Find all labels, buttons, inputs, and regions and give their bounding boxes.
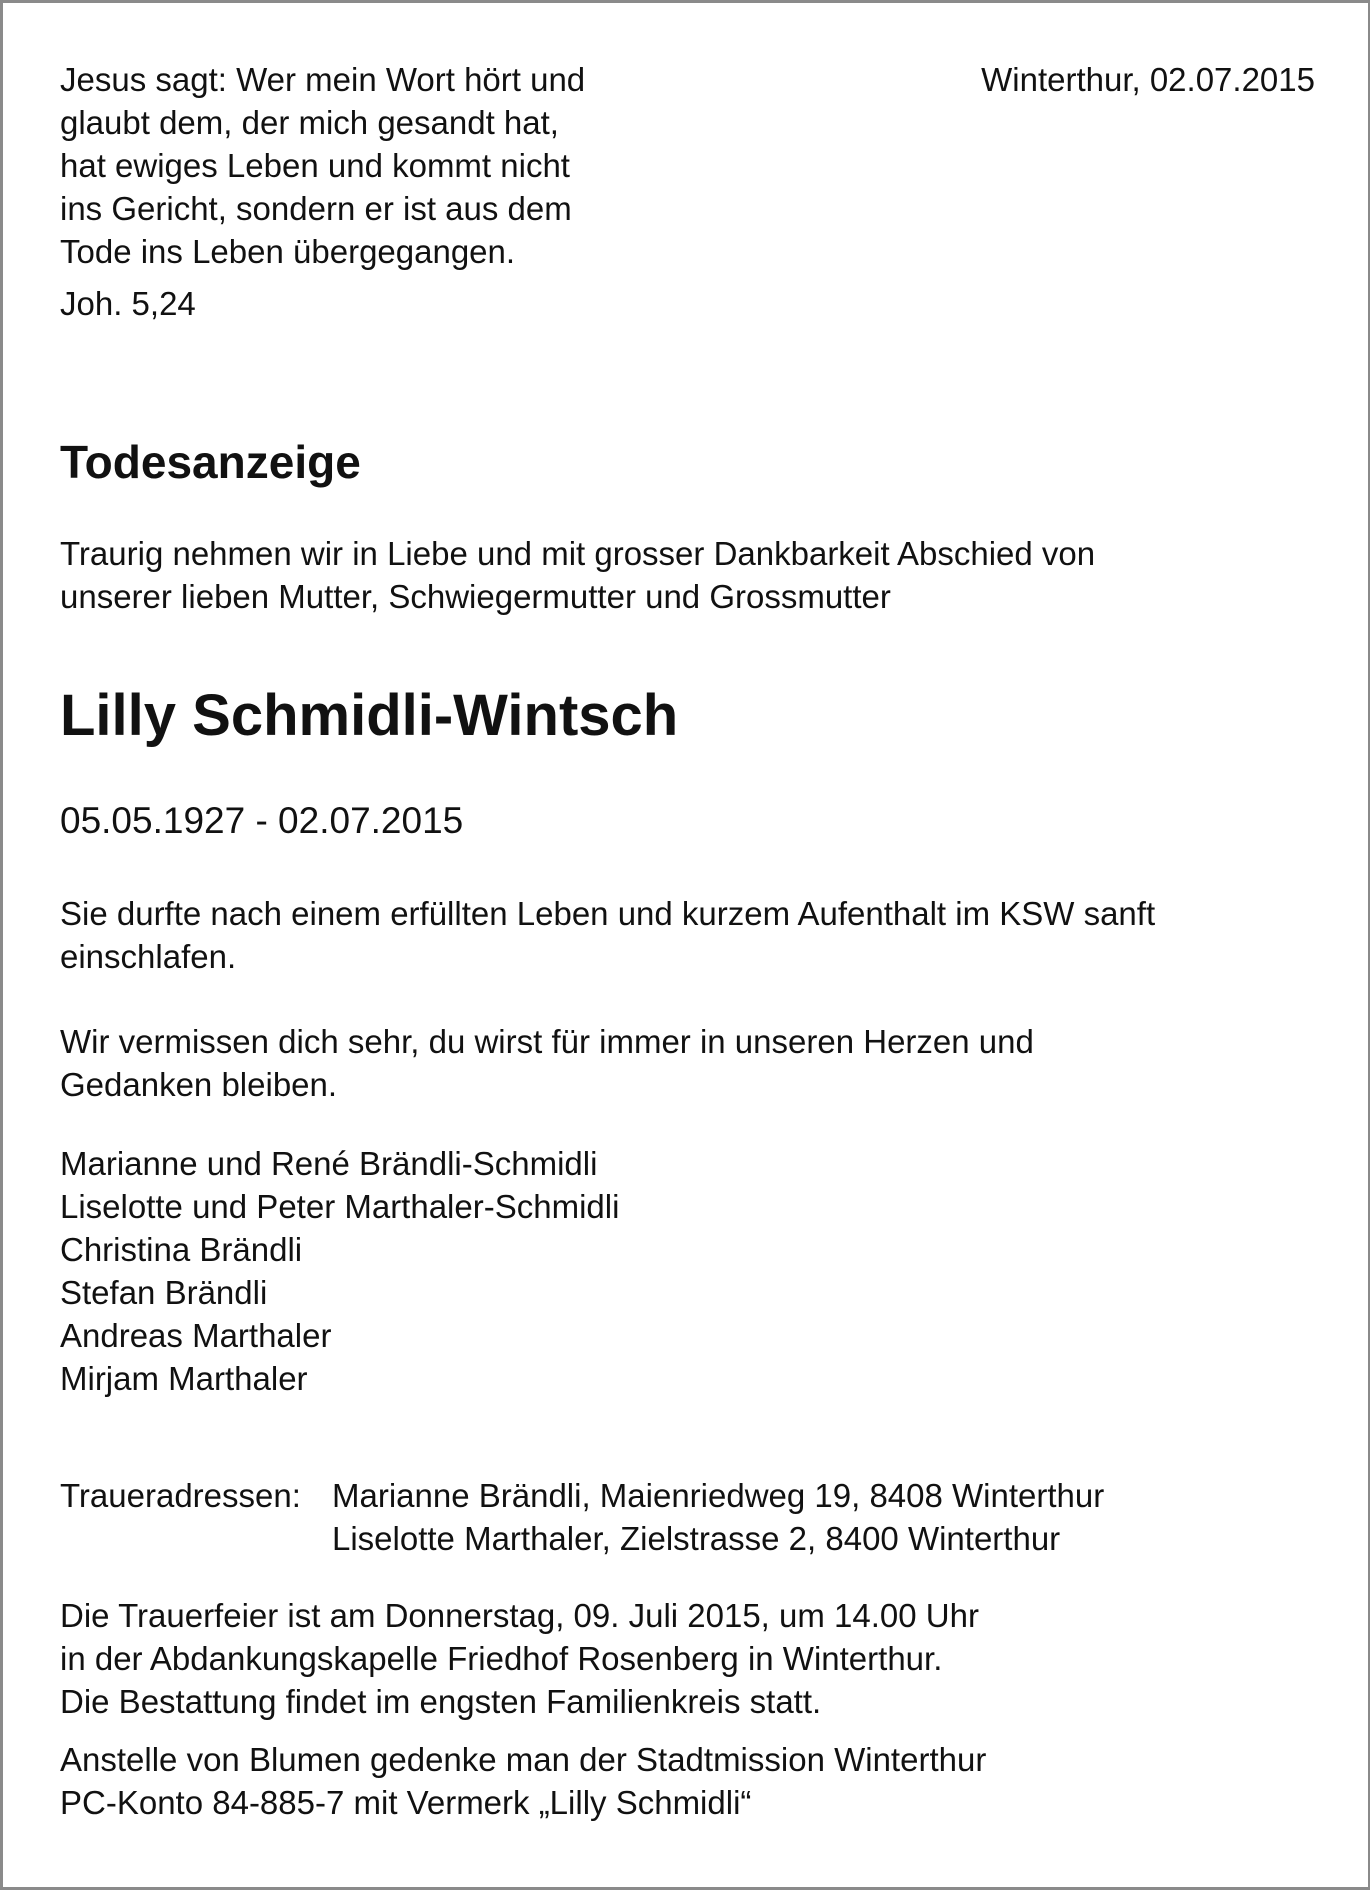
verse-line: hat ewiges Leben und kommt nicht bbox=[60, 147, 570, 184]
remembrance-line: Wir vermissen dich sehr, du wirst für immer in unseren Herzen und bbox=[60, 1023, 1034, 1060]
address-entry: Liselotte Marthaler, Zielstrasse 2, 8400 Winterthur bbox=[332, 1520, 1061, 1557]
mourner-name: Mirjam Marthaler bbox=[60, 1360, 308, 1397]
passing-line: Sie durfte nach einem erfüllten Leben und kurzem Aufenthalt im KSW sanft bbox=[60, 895, 1156, 932]
service-line: in der Abdankungskapelle Friedhof Rosenberg in Winterthur. bbox=[60, 1640, 943, 1677]
funeral-service-info bbox=[60, 1594, 979, 1723]
verse-line: Jesus sagt: Wer mein Wort hört und bbox=[60, 61, 586, 98]
verse-line: glaubt dem, der mich gesandt hat, bbox=[60, 104, 559, 141]
mourner-name: Liselotte und Peter Marthaler-Schmidli bbox=[60, 1188, 620, 1225]
deceased-name: Lilly Schmidli-Wintsch bbox=[60, 683, 679, 748]
mourner-name: Stefan Brändli bbox=[60, 1274, 268, 1311]
intro-line: unserer lieben Mutter, Schwiegermutter und Grossmutter bbox=[60, 578, 891, 615]
mourning-addresses bbox=[60, 1474, 1104, 1560]
life-dates: 05.05.1927 - 02.07.2015 bbox=[60, 800, 464, 841]
address-row bbox=[60, 1474, 1104, 1517]
notice-heading: Todesanzeige bbox=[60, 436, 361, 488]
address-spacer bbox=[60, 1517, 332, 1560]
verse-line: ins Gericht, sondern er ist aus dem bbox=[60, 190, 572, 227]
mourner-name: Marianne und René Brändli-Schmidli bbox=[60, 1145, 598, 1182]
remembrance-line: Gedanken bleiben. bbox=[60, 1066, 338, 1103]
address-row bbox=[60, 1517, 1104, 1560]
donation-info bbox=[60, 1738, 986, 1824]
addresses-label: Traueradressen: bbox=[60, 1477, 301, 1514]
service-line: Die Trauerfeier ist am Donnerstag, 09. Juli 2015, um 14.00 Uhr bbox=[60, 1597, 979, 1634]
remembrance-text bbox=[60, 1020, 1034, 1106]
donation-line: Anstelle von Blumen gedenke man der Stadtmission Winterthur bbox=[60, 1741, 987, 1778]
passing-line: einschlafen. bbox=[60, 938, 237, 975]
intro-line: Traurig nehmen wir in Liebe und mit grosser Dankbarkeit Abschied von bbox=[60, 535, 1096, 572]
passing-text bbox=[60, 892, 1155, 978]
donation-line: PC-Konto 84-885-7 mit Vermerk „Lilly Schmidli“ bbox=[60, 1784, 752, 1821]
intro-text bbox=[60, 532, 1315, 618]
place-date: Winterthur, 02.07.2015 bbox=[981, 61, 1315, 98]
mourner-name: Andreas Marthaler bbox=[60, 1317, 332, 1354]
verse-reference: Joh. 5,24 bbox=[60, 285, 196, 322]
service-line: Die Bestattung findet im engsten Familienkreis statt. bbox=[60, 1683, 822, 1720]
mourner-name: Christina Brändli bbox=[60, 1231, 303, 1268]
verse-line: Tode ins Leben übergegangen. bbox=[60, 233, 516, 270]
bible-verse bbox=[60, 58, 700, 273]
mourners-list bbox=[60, 1142, 619, 1400]
address-entry: Marianne Brändli, Maienriedweg 19, 8408 Winterthur bbox=[332, 1477, 1105, 1514]
